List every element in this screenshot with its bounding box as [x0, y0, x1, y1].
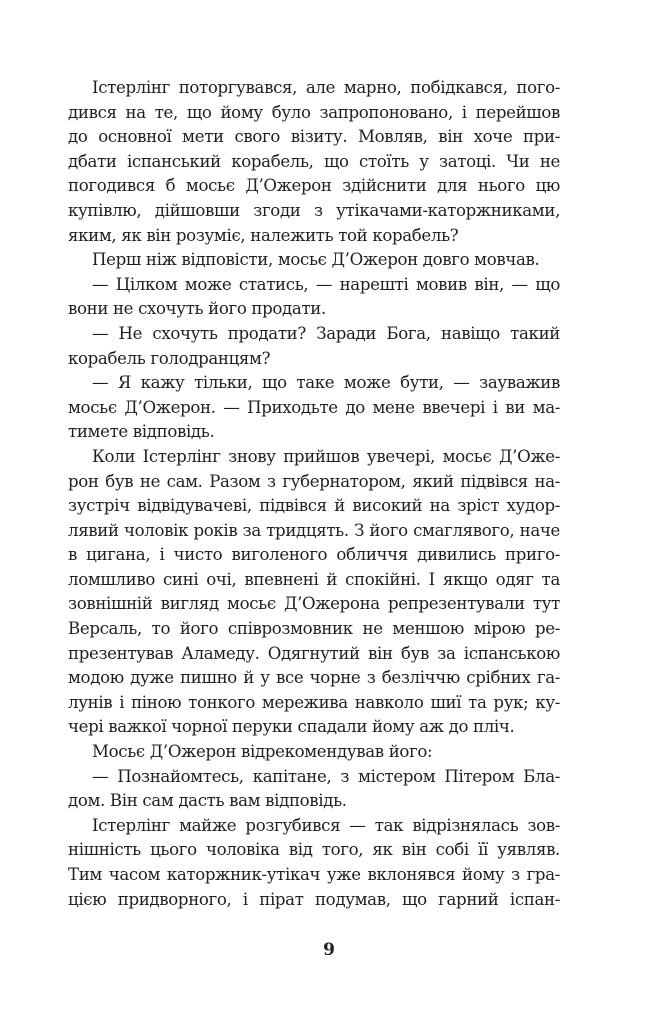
text-line: — Цілком може статись, — нарешті мовив він, — що [92, 274, 560, 294]
text-line: в цигана, і чисто виголеного обличчя дивились приго- [68, 545, 560, 565]
paragraph [68, 371, 560, 445]
text-line: мосьє Д’Ожерон. — Приходьте до мене ввечері і ви ма- [68, 397, 560, 417]
page-number: 9 [323, 940, 335, 960]
text-line: тимете відповідь. [68, 422, 215, 442]
text-line: зустріч відвідувачеві, підвівся й високий на зріст худор- [68, 496, 560, 516]
text-line: корабель голодранцям? [68, 348, 271, 368]
text-line: чері важкої чорної перуки спадали йому аж до пліч. [68, 717, 515, 737]
text-line: Версаль, то його співрозмовник не меншою мірою ре- [68, 619, 560, 639]
paragraph [68, 76, 560, 248]
text-line: погодився б мосьє Д’Ожерон здійснити для нього цю [68, 176, 560, 196]
paragraph [68, 814, 560, 912]
paragraph [68, 248, 560, 273]
text-line: презентував Аламеду. Одягнутий він був за іспанською [68, 643, 560, 663]
paragraph [68, 445, 560, 740]
text-line: Перш ніж відповісти, мосьє Д’Ожерон довго мовчав. [92, 250, 540, 270]
text-line: Коли Істерлінг знову прийшов увечері, мосьє Д’Оже- [92, 446, 560, 466]
text-line: дом. Він сам дасть вам відповідь. [68, 791, 347, 811]
text-line: — Я кажу тільки, що таке може бути, — зауважив [92, 373, 560, 393]
text-line: купівлю, дійшовши згоди з утікачами-каторжниками, [68, 200, 560, 220]
paragraph [68, 765, 560, 814]
text-line: лунів і піною тонкого мережива навколо шиї та рук; ку- [68, 692, 560, 712]
text-line: модою дуже пишно й у все чорне з безліччю срібних га- [68, 668, 560, 688]
text-line: — Познайомтесь, капітане, з містером Пітером Бла- [92, 766, 560, 786]
text-line: дбати іспанський корабель, що стоїть у затоці. Чи не [68, 151, 560, 171]
text-line: Істерлінг майже розгубився — так відрізнялась зов- [92, 815, 560, 835]
text-line: ломшливо сині очі, впевнені й спокійні. І якщо одяг та [68, 569, 560, 589]
text-line: дився на те, що йому було запропоновано, і перейшов [68, 102, 560, 122]
text-line: рон був не сам. Разом з губернатором, який підвівся на- [68, 471, 560, 491]
text-line: вони не схочуть його продати. [68, 299, 326, 319]
text-line: нішність цього чоловіка від того, як він собі її уявляв. [68, 840, 560, 860]
paragraph [68, 740, 560, 765]
text-line: Мосьє Д’Ожерон відрекомендував його: [92, 742, 433, 762]
text-line: до основної мети свого візиту. Мовляв, він хоче при- [68, 127, 560, 147]
text-line: лявий чоловік років за тридцять. З його смаглявого, наче [68, 520, 560, 540]
text-line: Тим часом каторжник-утікач уже вклонявся йому з гра- [68, 865, 560, 884]
text-line: — Не схочуть продати? Заради Бога, навіщо такий [92, 323, 560, 343]
text-line: зовнішній вигляд мосьє Д’Ожерона репрезентували тут [68, 594, 560, 614]
text-line: Істерлінг поторгувався, але марно, побідкався, пого- [92, 78, 560, 97]
paragraph [68, 273, 560, 322]
text-line: яким, як він розуміє, належить той корабель? [68, 225, 459, 245]
text-line: цією придворного, і пірат подумав, що гарний іспан- [68, 889, 560, 909]
paragraph [68, 322, 560, 371]
body-text [68, 76, 560, 912]
